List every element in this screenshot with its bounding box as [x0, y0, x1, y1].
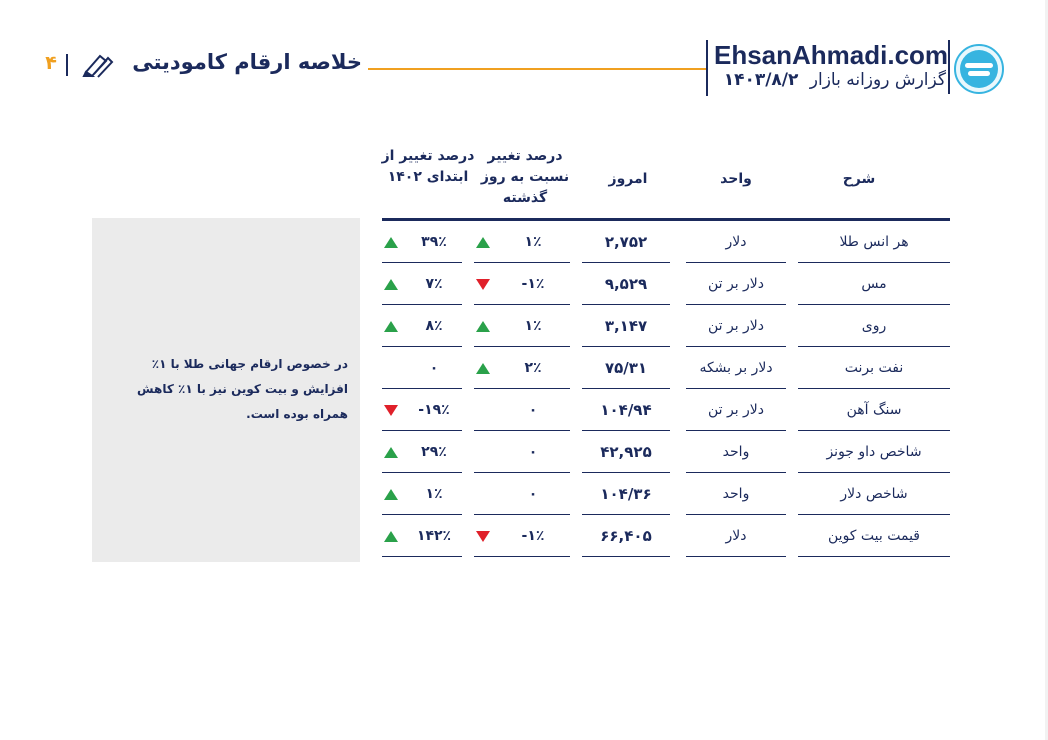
cell-today	[582, 305, 670, 347]
cell-today-text: ۴۲,۹۲۵	[600, 443, 652, 461]
cell-pct-day-text: ۰	[528, 444, 538, 460]
cell-description	[798, 515, 950, 557]
down-triangle-icon	[476, 279, 490, 290]
up-triangle-icon	[384, 447, 398, 458]
cell-today-text: ۷۵/۳۱	[604, 359, 648, 377]
report-date: ۱۴۰۳/۸/۲	[723, 70, 799, 90]
down-triangle-icon	[476, 531, 490, 542]
col-header-description: شرح	[842, 171, 876, 187]
cell-pct-day	[474, 473, 570, 515]
cell-pct-ytd-text: ۱٪	[425, 486, 443, 502]
cell-today-text: ۹,۵۲۹	[604, 275, 648, 293]
col-header-unit: واحد	[720, 171, 752, 187]
cell-today-text: ۱۰۴/۳۶	[600, 485, 652, 503]
cell-unit	[686, 473, 786, 515]
cell-pct-ytd-text: ۲۹٪	[421, 444, 447, 460]
cell-pct-day-text: ۰	[528, 402, 538, 418]
cell-pct-day	[474, 431, 570, 473]
down-triangle-icon	[384, 405, 398, 416]
cell-unit-text: دلار بر تن	[707, 318, 765, 334]
cell-pct-ytd-text: ۳۹٪	[421, 234, 447, 250]
cell-unit-text: دلار بر تن	[707, 402, 765, 418]
table-row	[382, 389, 950, 431]
cell-description-text: نفت برنت	[844, 360, 904, 376]
cell-description-text: سنگ آهن	[846, 402, 902, 418]
cell-today	[582, 515, 670, 557]
table-row	[382, 221, 950, 263]
cell-unit-text: دلار	[725, 528, 747, 544]
cell-pct-ytd-text: ۷٪	[425, 276, 443, 292]
row-underline	[798, 556, 950, 558]
site-name: EhsanAhmadi.com	[714, 40, 949, 70]
up-triangle-icon	[384, 489, 398, 500]
cell-description-text: مس	[861, 276, 887, 292]
row-underline	[582, 556, 670, 558]
col-header-pct-ytd: درصد تغییر از ابتدای ۱۴۰۲	[381, 148, 475, 185]
up-triangle-icon	[476, 321, 490, 332]
up-triangle-icon	[384, 237, 398, 248]
table-row	[382, 431, 950, 473]
cell-description	[798, 473, 950, 515]
cell-unit-text: دلار	[725, 234, 747, 250]
ehsan-logo-icon	[954, 44, 1004, 94]
report-subtitle	[714, 70, 946, 90]
up-triangle-icon	[384, 531, 398, 542]
col-header-pct-day: درصد تغییر نسبت به روز گذشته	[480, 148, 570, 206]
note-text: در خصوص ارقام جهانی طلا با ۱٪ افزایش و بیت کوین نیز با ۱٪ کاهش همراه بوده است.	[137, 357, 348, 421]
cell-pct-day-text: ۲٪	[524, 360, 542, 376]
pen-icon	[80, 50, 114, 78]
section-title: خلاصه ارقام کامودیتی	[132, 50, 362, 74]
cell-description-text: شاخص دلار	[840, 486, 908, 502]
cell-pct-day-text: ۱٪	[524, 234, 542, 250]
cell-unit-text: واحد	[722, 444, 750, 460]
up-triangle-icon	[476, 237, 490, 248]
row-underline	[686, 556, 786, 558]
cell-today-text: ۶۶,۴۰۵	[600, 527, 652, 545]
table-row	[382, 473, 950, 515]
up-triangle-icon	[384, 321, 398, 332]
cell-unit	[686, 263, 786, 305]
cell-today-text: ۲,۷۵۲	[604, 233, 648, 251]
cell-unit	[686, 431, 786, 473]
cell-description-text: هر انس طلا	[839, 234, 909, 250]
cell-unit-text: دلار بر تن	[707, 276, 765, 292]
cell-description	[798, 221, 950, 263]
cell-pct-ytd-text: -۱۹٪	[418, 402, 450, 418]
up-triangle-icon	[476, 363, 490, 374]
cell-today-text: ۱۰۴/۹۴	[600, 401, 652, 419]
cell-unit	[686, 515, 786, 557]
cell-today	[582, 263, 670, 305]
cell-description-text: شاخص داو جونز	[826, 444, 922, 460]
cell-pct-ytd-text: ۸٪	[425, 318, 443, 334]
cell-today	[582, 347, 670, 389]
page-number: ۴	[45, 52, 57, 74]
cell-unit	[686, 305, 786, 347]
cell-pct-day	[474, 389, 570, 431]
cell-today-text: ۳,۱۴۷	[604, 317, 648, 335]
cell-pct-day-text: ۰	[528, 486, 538, 502]
col-header-today: امروز	[608, 171, 648, 187]
cell-pct-ytd-text: ۱۴۲٪	[416, 528, 452, 544]
brand-separator	[706, 40, 708, 96]
cell-unit-text: واحد	[722, 486, 750, 502]
cell-unit-text: دلار بر بشکه	[699, 360, 773, 376]
cell-pct-ytd-text: ۰	[429, 360, 439, 376]
up-triangle-icon	[384, 279, 398, 290]
cell-unit	[686, 347, 786, 389]
cell-description-text: قیمت بیت کوین	[828, 528, 920, 544]
header-divider-line	[368, 68, 708, 70]
cell-pct-day-text: -۱٪	[521, 276, 545, 292]
cell-pct-day-text: ۱٪	[524, 318, 542, 334]
cell-description-text: روی	[861, 318, 887, 334]
cell-today	[582, 473, 670, 515]
cell-description	[798, 305, 950, 347]
cell-unit	[686, 389, 786, 431]
note-box	[92, 218, 360, 562]
cell-today	[582, 389, 670, 431]
page-separator	[66, 54, 68, 76]
cell-pct-ytd	[382, 347, 462, 389]
cell-description	[798, 263, 950, 305]
row-underline	[474, 556, 570, 558]
table-row	[382, 305, 950, 347]
cell-description	[798, 431, 950, 473]
table-row	[382, 347, 950, 389]
cell-today	[582, 431, 670, 473]
table-row	[382, 515, 950, 557]
logo-separator	[948, 40, 950, 94]
report-label: گزارش روزانه بازار	[809, 70, 946, 90]
cell-pct-day-text: -۱٪	[521, 528, 545, 544]
cell-description	[798, 347, 950, 389]
cell-unit	[686, 221, 786, 263]
cell-today	[582, 221, 670, 263]
cell-description	[798, 389, 950, 431]
table-row	[382, 263, 950, 305]
row-underline	[382, 556, 462, 558]
